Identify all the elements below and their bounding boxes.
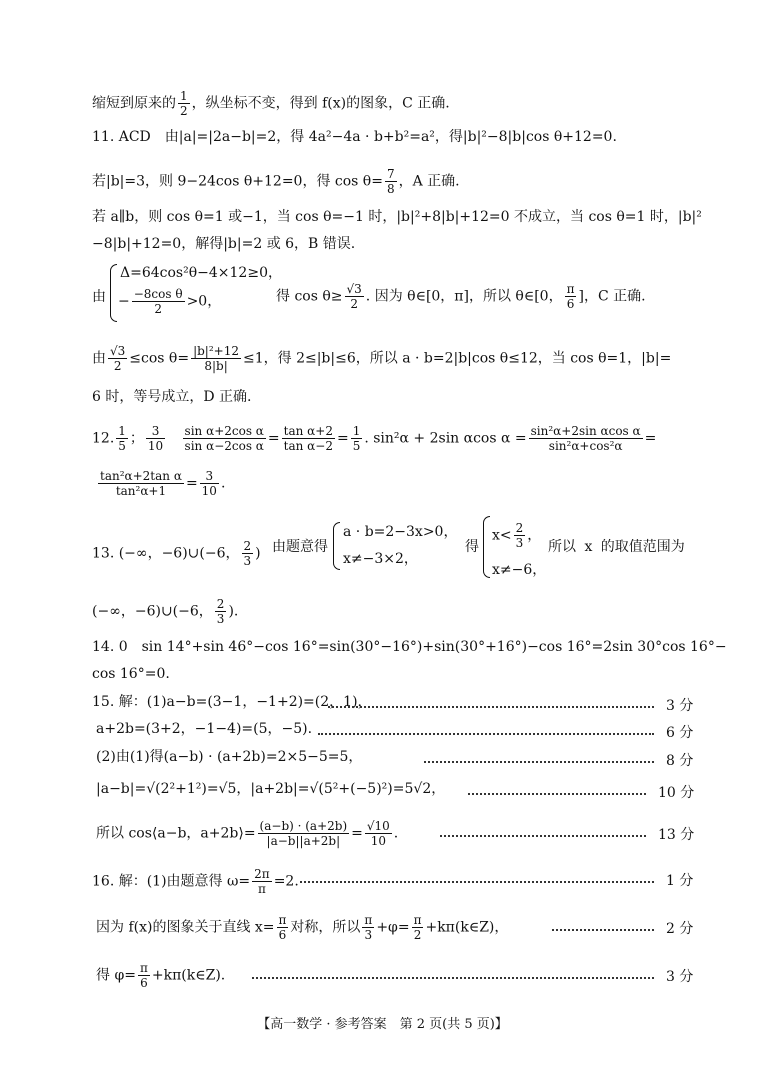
system-top: x< $\frac{2}{3}$ ，	[492, 521, 542, 550]
dot-leader	[468, 793, 646, 795]
text-line: (2)由(1)得(a−b) · (a+2b)=2×5−5=5，	[96, 749, 363, 765]
text: 由	[92, 289, 106, 305]
text-line: 6 时，等号成立，D 正确.	[92, 389, 252, 405]
score: 6 分	[666, 725, 694, 741]
score: 13 分	[658, 827, 695, 843]
dot-leader	[300, 881, 654, 883]
text-line: cos 16°=0.	[92, 666, 170, 682]
brace	[333, 522, 340, 570]
text-line: a+2b=(3+2，−1−4)=(5，−5).	[96, 721, 313, 737]
dot-leader	[552, 929, 654, 931]
dot-leader	[440, 835, 646, 837]
text-line: −8|b|+12=0，解得|b|=2 或 6，B 错误.	[92, 236, 356, 252]
system-top: a · b=2−3x>0，	[343, 524, 458, 540]
question-14: 14. 0 sin 14°+sin 46°−cos 16°=sin(30°−16°)+sin(30°+16°)−cos 16°=2sin 30°cos 16°−	[92, 639, 727, 655]
text-line: (−∞，−6)∪(−6， $\frac{2}{3}$ ).	[92, 597, 239, 626]
score: 1 分	[666, 873, 694, 889]
system-bottom: x≠−3×2，	[343, 551, 418, 567]
text: 所以 x 的取值范围为	[548, 539, 685, 555]
text: 得	[465, 539, 479, 555]
page-footer: 【高一数学 · 参考答案 第 2 页(共 5 页)】	[257, 1017, 508, 1032]
text: 由题意得	[272, 539, 328, 555]
fraction: $\frac{1}{2}$	[180, 89, 188, 118]
text-line: |a−b|=√(2²+1²)=√5，|a+2b|=√(5²+(−5)²)=5√2，	[96, 781, 446, 797]
score: 3 分	[666, 698, 694, 714]
question-11: 11. ACD 由|a|=|2a−b|=2，得 4a²−4a · b+b²=a²，得|b|²−8|b|cos θ+12=0.	[92, 129, 617, 145]
question-15: 15. 解：(1)a−b=(3−1，−1+2)=(2，1)，	[92, 694, 372, 710]
score: 3 分	[666, 969, 694, 985]
text-line	[92, 90, 450, 117]
dot-leader	[328, 706, 654, 708]
brace	[110, 264, 117, 322]
dot-leader	[318, 733, 654, 735]
text: ，纵坐标不变，得到 f(x)的图象，C 正确.	[191, 95, 450, 112]
score: 2 分	[666, 921, 694, 937]
text-line: 所以 cos⟨a−b，a+2b⟩= $\frac{(a-b) \cdot (a+2b)}{|a-b||a+2b|}$ = $\frac{√10}{10}$ .	[96, 819, 399, 848]
system-bottom: − $\frac{\text{−8cos θ}}{2}$ >0，	[118, 287, 222, 316]
text-line: 因为 f(x)的图象关于直线 x= $\frac{\pi}{6}$ 对称，所以 $\frac{\pi}{3}$ +φ= $\frac{\pi}{2}$ +kπ(k∈Z)，	[96, 913, 509, 942]
question-12: 12. $\frac{1}{5}$ ； $\frac{3}{10}$ $\frac{\text{sin α+2cos α}}{\text{sin α−2cos α}}$ = $\frac{\text{tan α+2}}{\text{tan α−2}}$ = $\frac{1}{5}$ . sin²α + 2sin αcos α = $\frac{\text{sin²α+2sin αcos α}}{\text{sin²α+cos²α}}$ =	[92, 424, 657, 453]
question-16: 16. 解：(1)由题意得 ω= $\frac{2\pi}{\pi}$ =2.	[92, 867, 299, 896]
brace	[483, 516, 490, 578]
question-13: 13. (−∞，−6)∪(−6， $\frac{2}{3}$ )	[92, 539, 261, 568]
system-top: Δ=64cos²θ−4×12≥0，	[120, 265, 282, 281]
text-line: 若|b|=3，则 9−24cos θ+12=0，得 cos θ= $\frac{7}{8}$ ，A 正确.	[92, 167, 460, 196]
system-bottom: x≠−6，	[492, 562, 547, 578]
text-line: 得 cos θ≥ $\frac{√3}{2}$ . 因为 θ∈[0，π]，所以 θ∈[0， $\frac{\pi}{6}$ ]，C 正确.	[276, 282, 646, 311]
text-line: 由 $\frac{√3}{2}$ ≤cos θ= $\frac{\text{|b|²+12}}{8|b|}$ ≤1，得 2≤|b|≤6，所以 a · b=2|b|cos θ≤12，当 cos θ=1，|b|=	[92, 344, 672, 373]
dot-leader	[252, 977, 654, 979]
text-line: $\frac{\text{tan²α+2tan α}}{\text{tan²α+1}}$ = $\frac{3}{10}$ .	[100, 469, 226, 498]
score: 8 分	[666, 753, 694, 769]
text-line: 若 a∥b，则 cos θ=1 或−1，当 cos θ=−1 时，|b|²+8|b|+12=0 不成立，当 cos θ=1 时，|b|²	[92, 209, 702, 225]
score: 10 分	[658, 785, 695, 801]
text-line: 得 φ= $\frac{\pi}{6}$ +kπ(k∈Z).	[96, 961, 226, 990]
text: 缩短到原来的	[92, 95, 176, 112]
fraction: $\frac{7}{8}$	[386, 167, 395, 196]
dot-leader	[424, 761, 654, 763]
